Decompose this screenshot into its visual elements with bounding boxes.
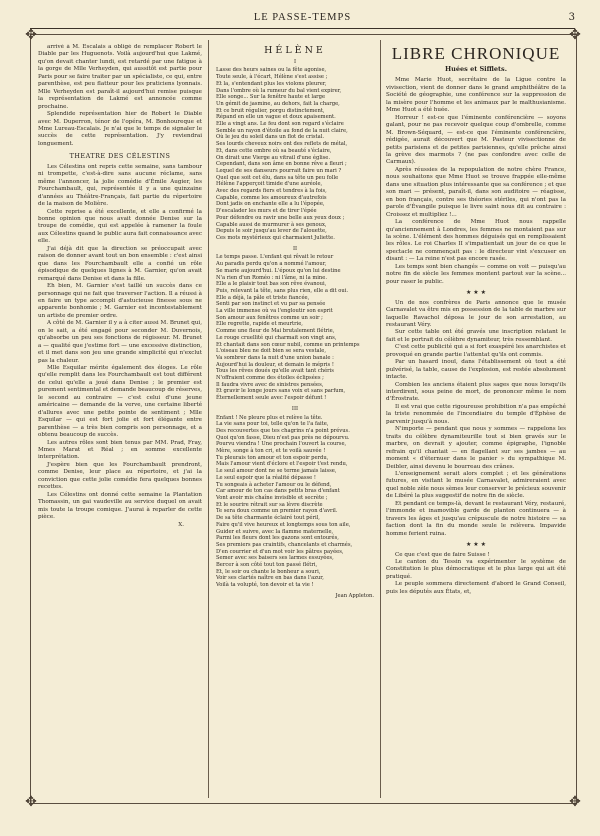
verse-line: Guider et suivre, avec la flamme maternelle,: [216, 528, 334, 535]
verse-line: Et la, s'entendant plus les violons pleurer,: [216, 80, 327, 87]
paragraph: Splendide représentation hier de Robert le Diable avec M. Duperron, ténor de l'opéra, M. Bonhoureque et Mme Lureau-Escalais. Je n'ai que le temps de signaler le succès de cette représentation. J'y reviendrai longuement.: [38, 111, 202, 147]
verse-line: Comme une fleur de Mai brutalement flétrie,: [216, 328, 335, 335]
paragraph: Les temps sont bien changés — comme on voit — puisqu'au notre fin de siècle les femmes montent partout sur la scène... pour raser le public.: [386, 263, 566, 285]
chronicle-subtitle: Huées et Sifflets.: [445, 65, 507, 73]
verse-line: Et gravir le longe jours sans voix et sans parfum,: [216, 388, 346, 395]
verse-line: Ses lourds cheveux noirs ont des reflets de métal,: [216, 141, 348, 148]
verse-line: Pourvu viendra ! Une prochain l'ouvert la course,: [216, 441, 347, 448]
verse-line: Car amour de ton cas dans petits bras d'enfant: [216, 488, 340, 495]
verse-line: L'oiseau bleu ne doit bien se sera vestale,: [216, 348, 326, 355]
verse-line: Et chantait dans son cœur nubil, comme un printemps: [216, 341, 360, 348]
paragraph: Mme Marie Huot, secrétaire de la Ligue contre la vivisection, vient de donner dans le grand amphithéâtre de la Société de géographie, une conférence sur la suppression de la misère pour l'homme et les animaux par le malthusianisme. Mme Huot a été huée.: [386, 77, 566, 114]
verse-line: Où le jeu du soleil dans un flot de cristal.: [216, 134, 325, 141]
celestins-paragraphs: [38, 164, 202, 522]
verse-line: Quoi qu'on fasse, Dieu n'est pas près ne dépourvu.: [216, 434, 350, 441]
page-number: 3: [568, 12, 575, 23]
verse-line: Ses premiers pas craintifs, chancelants et charmés,: [216, 541, 353, 548]
poem-signature: Jean Appleton.: [335, 592, 374, 599]
verse-line: Aujourd'hui la douleur, et demain le mépris !: [216, 361, 334, 368]
paragraph: J'espère bien que les Fourchambault prendront, comme Denise, leur place au répertoire, et j'ai la conviction que cette jolie comédie fera quelques bonnes recettes.: [38, 461, 202, 491]
column-poem: [216, 44, 374, 784]
verse-line: Et ce bruit régulier, porgu distinctement,: [216, 107, 325, 114]
verse-line: Ces mots mystérieux qui charmaient Juliette.: [216, 234, 335, 241]
verse-line: Se marie aujourd'hui. L'époux qu'on lui destine: [216, 267, 341, 274]
paragraph: A côté de M. Garnier il y a à citer aussi M. Brunet qui, on le sait, a été engagé pour seconder M. Duvernois, qu'absorbe un peu ses fonctions de régisseur. M. Brunet a — qualité que j'estime fort — une excessive distinction, et il met dans son jeu une grande simplicité qui n'exclut pas la chaleur.: [38, 320, 202, 364]
verse-line: D'en courrier et d'un mot voir les pâtres payées,: [216, 548, 344, 555]
paragraph: Le peuple sommera directement d'abord le Grand Conseil, puis les députés aux États, et,: [386, 581, 566, 595]
paragraph: L'enseignement serait alors complet ; et les générations futures, en visitant le musée Carnavalet, admireraient avec quel noble zèle nous sèmes leur conserver le précieux souvenir de Libéré la plus suggestif de notre fin de siècle.: [386, 471, 566, 500]
verse-line: Lequel de ses danseurs pourrait faire un mari ?: [216, 167, 342, 174]
paragraph: Il est vrai que cette rigoureuse prohibition n'a pas empêché la triste renommée de l'incendiaire du temple d'Éphèse de parvenir jusqu'à nous.: [386, 403, 566, 425]
paragraph: arrivé à M. Escalais a obligé de remplacer Robert le Diable par les Huguenots. Voilà aujourd'hui que Lakmé, qu'on devait chanter lundi, est retardé par une fatigue à la gorge de Mlle Verheyden, qui aussitôt est partie pour Paris pour se faire traiter par un spécialiste, ce qui, entre parenthèse, est peu flatteur pour les praticiens lyonnais. Mlle Verheyden est paraît-il aujourd'hui remise puisque la représentation de Lakmé est annoncée comme prochaine.: [38, 44, 202, 110]
verse-line: Le seul amour dont ne se terme jamais laisse,: [216, 468, 337, 475]
verse-line: N'a rien d'un Roméo : ni l'âme, ni la mine.: [216, 274, 327, 281]
verse-line: Cependant, dans son âme en bonne rêve a fleuri ;: [216, 161, 347, 168]
column-divider: [380, 40, 381, 798]
verse-line: Elle a vingt ans. Le feu dont son regard s'éclaire: [216, 121, 344, 128]
column-theatre: [38, 44, 202, 784]
verse-line: Et le sourire rétrait sur sa lèvre discrète: [216, 501, 323, 508]
verse-line: Il faudra vivre avec de sinistres pensées,: [216, 381, 324, 388]
chronicle-paragraphs: [386, 77, 566, 286]
verse-line: D'escalader les murs et de tirer l'épée: [216, 208, 317, 215]
section-title: THEATRE DES CÉLESTINS: [69, 152, 171, 161]
verse-line: Hélène l'apperçoit timide d'une auréole,: [216, 181, 323, 188]
header-rule: [30, 28, 575, 29]
journal-title: LE PASSE-TEMPS: [253, 12, 352, 23]
verse-line: Des recouvertes que tes chagrins n'a point prévus.: [216, 427, 350, 434]
verse-line: Enfant ! Ne pleure plus et relève la tête.: [216, 414, 323, 421]
verse-line: Elle a le plaisir tout bas son rêve évanoui,: [216, 281, 327, 288]
verse-line: Semer avec ses baisers ses larmes essuyées,: [216, 555, 334, 562]
verse-line: Tous les rêves doués qu'elle avait tant chéris: [216, 368, 334, 375]
column-chronicle: [386, 44, 566, 784]
corner-ornament-icon: ✥: [25, 27, 37, 43]
poem-part-number: I: [293, 58, 297, 65]
verse-line: Parmi les fleurs dont les gazons sont entourés,: [216, 535, 339, 542]
author-signature: X.: [178, 521, 184, 528]
page-header: [30, 12, 575, 26]
paragraph: Après réussies de la repopulation de notre chère France, nous souhaitons que Mme Huot se trouve frappée elle-même dans une situation plus intéressante que sa conférence ; et que son mari — présent, paraît-il, dans son auditoire — réagisse, en bon français, contre ses théories stériles, qui n'ont pas la parole d'Évangile puisque le livre saint nous dit au contraire : Croissez et multipliez !...: [386, 166, 566, 218]
verse-line: Son amour aux fenêtres comme un soir ;: [216, 314, 323, 321]
chronicle-paragraphs: [386, 300, 566, 539]
poem-stanza: [216, 67, 374, 241]
verse-line: Tu pleurais ton amour et ton espoir perdu,: [216, 454, 329, 461]
verse-line: Vont avoir mis chaîne invisible et secrète ;: [216, 495, 328, 501]
verse-line: Bercer à son côté tout ton passé flétri,: [216, 562, 318, 569]
chronicle-paragraphs: [386, 552, 566, 597]
corner-ornament-icon: ✥: [569, 794, 581, 810]
paragraph: Horreur ! est-ce que l'éminente conférencière — soyons galant, pour ne pas recevoir quelque coup d'ombrelle, comme M. Brown-Séquard, — est-ce que l'éminente conférencière, rédigée, aurait découvert que M. Pasteur vivisectionne de petits parisiens et de petites parisiennes, qu'elle prêche ainsi la grève des marmots ? (ne pas confondre avec celle de Carmaux).: [386, 114, 566, 166]
verse-line: N'offraient comme des étoiles éclipsées ;: [216, 375, 324, 382]
verse-line: Et, dans cette ombre où sa beauté s'éclaire,: [216, 147, 332, 154]
verse-line: Dans l'ombre où la rumeur du bal vient expirer,: [216, 87, 342, 94]
paragraph: Et pendant ce temps-là, devant le restaurant Véry, restauré, l'immonde et inamovible garde de planton continuera — à travers les âges et jusqu'au crépuscule de notre histoire — sa faction dont la fin du monde seule le relèvera. Impavide homme ferient ruina.: [386, 500, 566, 537]
verse-line: Le temps passe. L'enfant qui rêvait le retour: [216, 254, 334, 261]
verse-line: Capable aussi de murmurer à ses genoux,: [216, 221, 327, 228]
paragraph: Cette reprise a été excellente, et elle a confirmé la bonne opinion que nous avait donnée Denise sur la troupe de comédie, qui est appelée à ramener la foule aux Célestins quand le public aura fait connaissance avec elle.: [38, 208, 202, 245]
section-stars-divider: ★ ★ ★: [466, 289, 486, 297]
verse-line: Répand en elle un vague et doux apaisement.: [216, 114, 336, 121]
verse-line: Va sombrer dans la nuit d'une union banale :: [216, 354, 334, 361]
verse-line: Le seul espoir que la réalité dépasse !: [216, 474, 316, 481]
verse-line: Voilà ta volupté, ton devoir et ta vie !: [216, 582, 314, 589]
verse-line: Lasse des heurs saines ou la fête agonise,: [216, 67, 327, 74]
verse-line: Mais l'amour vient d'éclore et l'espoir t'est rendu,: [216, 461, 348, 468]
paragraph: Sur cette table ont été gravés une inscription relatant le fait et le portrait du célèbre dynamiteur, très ressemblant.: [386, 329, 566, 343]
section-stars-divider: ★ ★ ★: [466, 541, 486, 549]
paragraph: Le canton du Tessin va expérimenter le système de Constitution le plus démocratique et le plus large qui ait été pratiqué.: [386, 559, 566, 580]
verse-line: Elle songe... Sur la fenêtre haute et large: [216, 94, 326, 101]
verse-line: Au paradis perdu qu'on a nommé l'amour,: [216, 261, 327, 268]
poem-title: HÉLÈNE: [264, 45, 326, 56]
verse-line: Tu songeais à acheter l'amour ou le défend,: [216, 481, 332, 488]
verse-line: Voir ses clartés naître en bas dans l'azur,: [216, 575, 324, 582]
verse-line: Pour défendre ou ravir une belle aux yeux doux ;: [216, 214, 345, 221]
verse-line: Le rouge cruellité qui charmait son vingt ans,: [216, 334, 337, 341]
verse-line: Faire qu'il vive heureux et longtemps sous ton aile,: [216, 521, 351, 528]
verse-line: Un gémit de jasmine, au dehors, fait la charge,: [216, 100, 340, 107]
verse-line: De sa tête charmante éclairé tout péril,: [216, 515, 320, 522]
paragraph: C'est cette publicité qui a si fort exaspéré les anarchistes et provoqué en grande partie l'attentat qu'ils ont commis.: [386, 344, 566, 358]
verse-line: Te sera doux comme un premier rayon d'avril.: [216, 508, 338, 515]
verse-line: Elle regrette, rapide et meurtrie,: [216, 321, 303, 328]
verse-line: Et, le soir ou chante le bonheur a souri,: [216, 568, 321, 575]
paragraph: Eh bien, M. Garnier s'est taillé un succès dans ce personnage qui ne fait que traverser l'action. Il a réussi à en faire un type accompli d'astucieuse finesse sous ne apparente bonhomie ; M. Garnier est incontestablement un artiste de premier ordre.: [38, 283, 202, 319]
verse-line: La vie sans pour toi, telle qu'on te l'a faite,: [216, 421, 329, 428]
verse-line: Mère, songe à ton cri, et te voilà sauvée !: [216, 448, 326, 455]
theatre-opening-paragraphs: [38, 44, 202, 148]
paragraph: Mlle Esquilar mérite également des éloges. Le rôle qu'elle remplit dans les Fourchambault est tout différent de celui qu'elle a joué dans Denise ; le premier est purement sentimental et demande beaucoup de réserves, le second au contraire — c'est celui d'une jeune américaine — demande de la verve, une certaine liberté d'allures avec une petite pointe de sentiment ; Mlle Esquilar — qui est fort jolie et fort élégante entre parenthèse — a très bien compris son personnage, et a obtenu beaucoup de succès.: [38, 365, 202, 439]
verse-line: Quel que soit cet élu, dans sa tête un peu folle: [216, 174, 339, 181]
paragraph: Par un hasard inouï, dans l'établissement où tout a été pulvérisé, la table, cause de l'explosion, est restée absolument intacte.: [386, 359, 566, 381]
chronicle-title: LIBRE CHRONIQUE: [391, 44, 561, 63]
column-divider: [208, 40, 209, 798]
corner-ornament-icon: ✥: [25, 794, 37, 810]
paragraph: Les Célestins ont donné cette semaine la Plantation Thomassin, un gai vaudeville au service duquel on avait mis toute la troupe comique. J'aurai à reparler de cette pièce.: [38, 491, 202, 521]
poem-part-number: III: [291, 405, 299, 412]
poem-stanza: [216, 254, 374, 401]
verse-line: La ville immense où va l'engloutir son esprit: [216, 308, 333, 315]
paragraph: J'ai déjà dit que la direction se préoccupait avec raison de donner avant tout un bon ensemble : c'est ainsi que dans les Fourchambault elle a confié un rôle épisodique de quelques lignes à M. Garnier, qu'on avait remarqué dans Denise et dans la fille.: [38, 245, 202, 282]
paragraph: Les Célestins ont repris cette semaine, sans tambour ni trompette, c'est-à-dire sans aucune réclame, sans même l'annoncer, la jolie comédie d'Émile Augier, les Fourchambault, qui, représentée il y a une quinzaine d'années au Théâtre-Français, fait partie du répertoire de la maison de Molière.: [38, 163, 202, 208]
paragraph: Ce que c'est que de faire Suisse !: [395, 551, 490, 558]
verse-line: Elle a déjà, la pâle et triste fiancée,: [216, 294, 310, 301]
verse-line: On dirait une Vierge au vitrail d'une église.: [216, 154, 331, 161]
verse-line: Avec des regards fiers et tendres à la fois,: [216, 188, 327, 195]
verse-line: Capable, comme les amoureux d'autrefois: [216, 194, 327, 201]
corner-ornament-icon: ✥: [569, 27, 581, 43]
paragraph: Les autres rôles sont bien tenus par MM. Prad, Fray, Mmes Marat et Réal ; en somme excellente interprétation.: [38, 439, 202, 461]
paragraph: Combien les anciens étaient plus sages que nous lorsqu'ils interdirent, sous peine de mort, de prononcer même le nom d'Érostrate.: [386, 381, 566, 403]
verse-line: Dont jadis on enchante elle a lu l'épopée,: [216, 201, 325, 208]
paragraph: Un de nos confrères de Paris annonce que le musée Carnavalet va être mis en possession de la table de marbre sur laquelle Ravachol déposa le jour de son arrestation, au restaurant Véry.: [386, 299, 566, 328]
verse-line: Puis, relevant la tête, sans plus rien, elle a dit oui.: [216, 287, 349, 294]
poem-part-number: II: [292, 245, 298, 252]
verse-line: Semble un rayon d'étoile au fond de la nuit claire,: [216, 127, 348, 134]
verse-line: Depuis le soir jusqu'au lever de l'alouette,: [216, 228, 327, 235]
paragraph: La conférence de Mme Huot nous rappelle qu'anciennement à Londres, les femmes ne montaient pas sur la scène. L'élément des hommes déguisés qui en remplissaient les rôles. Le roi Charles II s'impatientait un jour de ce que le spectacle ne commençait pas : le directeur vint s'excuser en disant : — La reine n'est pas encore rasée.: [386, 219, 566, 263]
poem-stanza: [216, 415, 374, 589]
paragraph: N'importe — pendant que nous y sommes — rappelons les traits du célèbre dynamiteurille tout si bien gravés sur le marbre, on devrait y ajouter, comme épigraphe, l'ignoble refrain qu'il chantait — en flagellant sur ses jambes — au moment « d'éternuer dans le panier » du sympathique M. Deibler, ainsi devenu le bourreau des crânes.: [386, 426, 566, 470]
verse-line: Toute seule, à l'écart, Hélène s'est assise ;: [216, 74, 328, 81]
verse-line: Senti par son instinct et vu par sa pensée: [216, 301, 326, 308]
verse-line: Éternellement seule avec l'espoir défunt !: [216, 395, 327, 402]
